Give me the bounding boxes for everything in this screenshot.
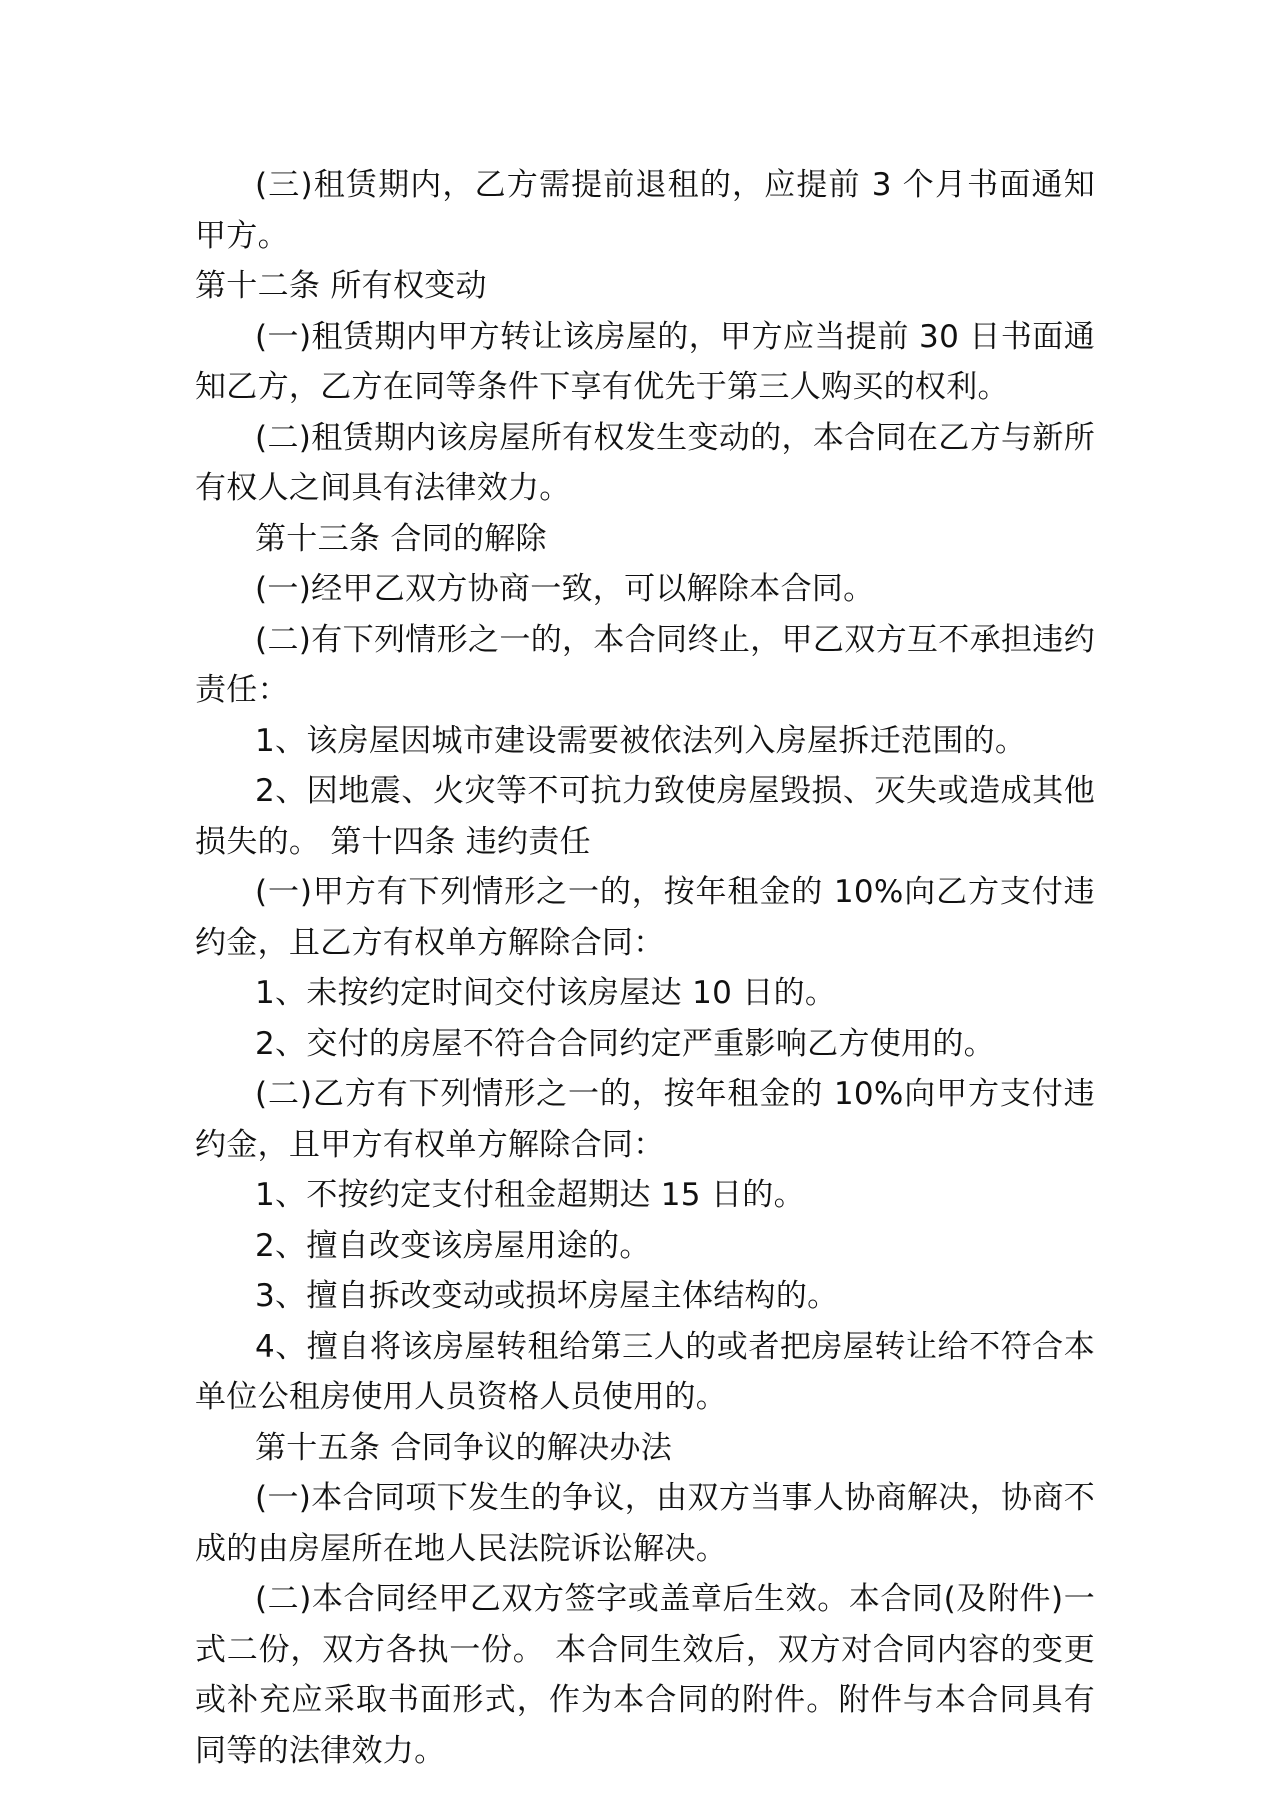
paragraph-ownership-change: (二)租赁期内该房屋所有权发生变动的，本合同在乙方与新所有权人之间具有法律效力。 (195, 419, 1095, 506)
paragraph-early-termination-notice: (三)租赁期内，乙方需提前退租的，应提前 3 个月书面通知甲方。 (195, 167, 1095, 254)
list-item-change-use: 2、擅自改变该房屋用途的。 (255, 1227, 651, 1264)
paragraph-lessor-breach: (一)甲方有下列情形之一的，按年租金的 10%向乙方支付违约金，且乙方有权单方解除合同： (195, 874, 1095, 961)
list-item-structural-damage: 3、擅自拆改变动或损坏房屋主体结构的。 (255, 1278, 839, 1314)
list-item-late-rent: 1、不按约定支付租金超期达 15 日的。 (255, 1177, 805, 1213)
paragraph-termination-conditions: (二)有下列情形之一的，本合同终止，甲乙双方互不承担违约责任： (195, 621, 1095, 708)
paragraph-lessee-breach: (二)乙方有下列情形之一的，按年租金的 10%向甲方支付违约金，且甲方有权单方解除合同： (195, 1076, 1095, 1163)
article-13-heading: 第十三条 合同的解除 (255, 520, 547, 557)
article-12-heading: 第十二条 所有权变动 (195, 268, 487, 304)
list-item-sublease: 4、擅自将该房屋转租给第三人的或者把房屋转让给不符合本单位公租房使用人员资格人员使用的。 (195, 1328, 1095, 1415)
document-body (195, 160, 1095, 1776)
paragraph-contract-effect: (二)本合同经甲乙双方签字或盖章后生效。本合同(及附件)一式二份，双方各执一份。 本合同生效后，双方对合同内容的变更或补充应采取书面形式，作为本合同的附件。附件与本合同具有同等的法律效力。 (195, 1581, 1095, 1769)
paragraph-transfer-notice: (一)租赁期内甲方转让该房屋的，甲方应当提前 30 日书面通知乙方，乙方在同等条件下享有优先于第三人购买的权利。 (195, 318, 1095, 405)
list-item-force-majeure: 2、因地震、火灾等不可抗力致使房屋毁损、灭失或造成其他损失的。 第十四条 违约责任 (195, 773, 1095, 860)
article-15-heading: 第十五条 合同争议的解决办法 (255, 1429, 673, 1466)
list-item-late-delivery: 1、未按约定时间交付该房屋达 10 日的。 (255, 975, 837, 1011)
list-item-nonconforming-house: 2、交付的房屋不符合合同约定严重影响乙方使用的。 (255, 1025, 995, 1062)
list-item-demolition: 1、该房屋因城市建设需要被依法列入房屋拆迁范围的。 (255, 722, 1027, 759)
paragraph-dispute-resolution: (一)本合同项下发生的争议，由双方当事人协商解决，协商不成的由房屋所在地人民法院诉讼解决。 (195, 1480, 1095, 1567)
paragraph-mutual-termination: (一)经甲乙双方协商一致，可以解除本合同。 (255, 571, 875, 607)
